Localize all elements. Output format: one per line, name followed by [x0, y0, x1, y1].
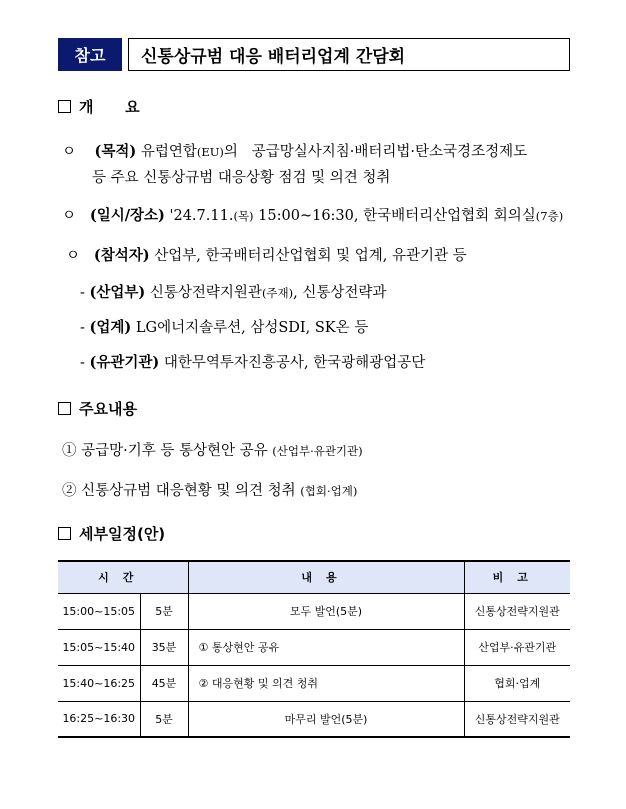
- column-header-time: 시간: [58, 561, 188, 593]
- duration-cell: 45분: [140, 665, 188, 701]
- date-line: ㅇ (일시/장소) '24.7.11.(목) 15:00~16:30, 한국배터리산업협회 회의실(7층): [62, 207, 564, 224]
- agenda-item-2: ② 신통상규범 대응현황 및 의견 청취 (협회·업계): [62, 483, 358, 499]
- reference-tag: 참고: [58, 38, 122, 71]
- table-row: [58, 665, 570, 701]
- overview-heading: 개 요: [58, 96, 144, 117]
- checkbox-icon: [58, 527, 71, 540]
- content-cell: ① 통상현안 공유: [188, 629, 464, 665]
- duration-cell: 5분: [140, 701, 188, 737]
- note-cell: 신통상전략지원관: [464, 593, 570, 629]
- schedule-table: [58, 560, 570, 738]
- time-cell: 16:25~16:30: [58, 701, 140, 737]
- content-cell: 모두 발언(5분): [188, 593, 464, 629]
- table-row: [58, 701, 570, 737]
- attendee-agencies: - (유관기관) 대한무역투자진흥공사, 한국광해광업공단: [80, 354, 426, 371]
- duration-cell: 5분: [140, 593, 188, 629]
- content-cell: ② 대응현황 및 의견 청취: [188, 665, 464, 701]
- checkbox-icon: [58, 100, 71, 113]
- table-row: [58, 629, 570, 665]
- content-cell: 마무리 발언(5분): [188, 701, 464, 737]
- duration-cell: 35분: [140, 629, 188, 665]
- main-content-heading: 주요내용: [58, 398, 137, 419]
- document-title: 신통상규범 대응 배터리업계 간담회: [128, 38, 570, 71]
- column-header-content: 내용: [188, 561, 464, 593]
- note-cell: 협회·업계: [464, 665, 570, 701]
- document-header: [58, 38, 570, 71]
- purpose-line: ㅇ (목적) 유럽연합(EU)의 공급망실사지침·배터리법·탄소국경조정제도: [62, 143, 528, 160]
- time-cell: 15:05~15:40: [58, 629, 140, 665]
- note-cell: 산업부·유관기관: [464, 629, 570, 665]
- column-header-note: 비고: [464, 561, 570, 593]
- time-cell: 15:00~15:05: [58, 593, 140, 629]
- table-header-row: [58, 561, 570, 593]
- table-row: [58, 593, 570, 629]
- agenda-item-1: ① 공급망·기후 등 통상현안 공유 (산업부·유관기관): [62, 443, 363, 459]
- checkbox-icon: [58, 402, 71, 415]
- attendees-line: ㅇ (참석자) 산업부, 한국배터리산업협회 및 업계, 유관기관 등: [66, 247, 467, 264]
- attendee-industry: - (업계) LG에너지솔루션, 삼성SDI, SK온 등: [80, 319, 369, 336]
- attendee-ministry: - (산업부) 신통상전략지원관(주재), 신통상전략과: [80, 284, 387, 301]
- time-cell: 15:40~16:25: [58, 665, 140, 701]
- purpose-line-2: 등 주요 신통상규범 대응상황 점검 및 의견 청취: [92, 170, 391, 186]
- note-cell: 신통상전략지원관: [464, 701, 570, 737]
- schedule-heading: 세부일정(안): [58, 523, 165, 544]
